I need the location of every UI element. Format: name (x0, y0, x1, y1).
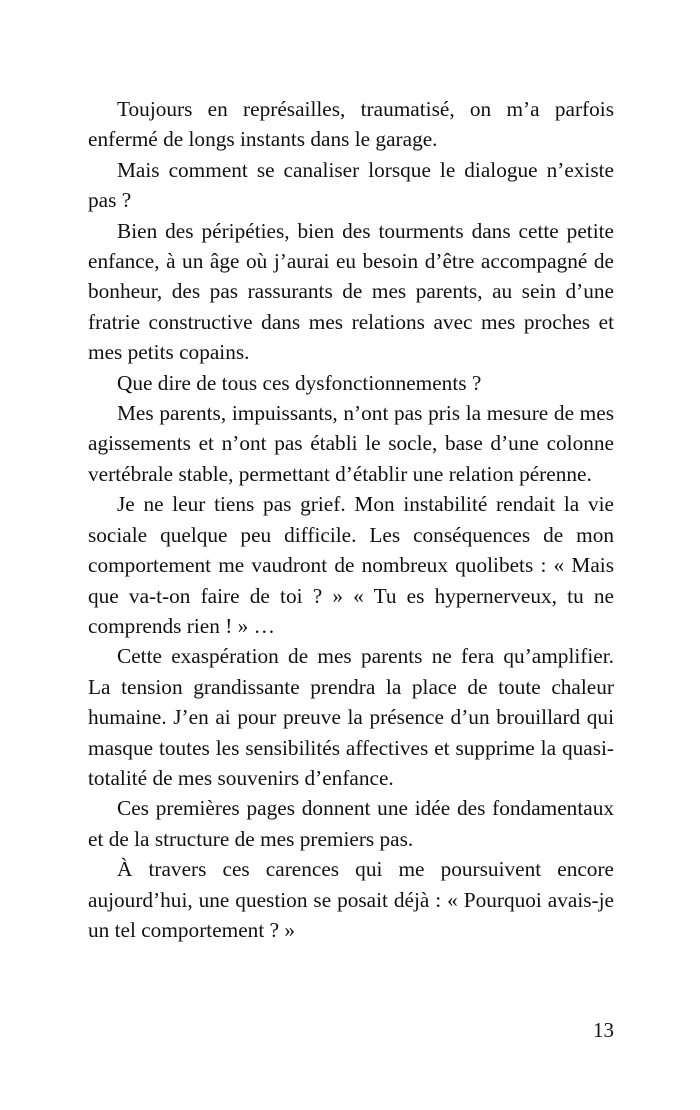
paragraph: Ces premières pages donnent une idée des fondamentaux et de la structure de mes premiers pas. (88, 796, 614, 851)
paragraph: Bien des péripéties, bien des tourments dans cette petite enfance, à un âge où j’aurai eu besoin d’être accompagné de bonheur, des pas rassurants de mes parents, au sein d’une fratrie constructive dans mes relations avec mes proches et mes petits copains. (88, 218, 614, 365)
paragraph: Cette exaspération de mes parents ne fera qu’amplifier. La tension grandissante prendra la place de toute chaleur humaine. J’en ai pour preuve la présence d’un brouillard qui masque toutes les sensibilités affectives et supprime la quasi-totalité de mes souvenirs d’enfance. (88, 644, 614, 790)
paragraph: Mais comment se canaliser lorsque le dialogue n’existe pas ? (88, 157, 614, 213)
paragraph: Toujours en représailles, traumatisé, on m’a parfois enfermé de longs instants dans le garage. (88, 97, 614, 152)
body-text (88, 94, 614, 945)
page-number: 13 (593, 1018, 614, 1042)
paragraph: Que dire de tous ces dysfonctionnements ? (117, 370, 482, 395)
paragraph: À travers ces carences qui me poursuivent encore aujourd’hui, une question se posait déjà : « Pourquoi avais-je un tel comportement ? » (88, 857, 614, 942)
paragraph: Je ne leur tiens pas grief. Mon instabilité rendait la vie sociale quelque peu difficile. Les conséquences de mon comportement me vaudront de nombreux quolibets : « Mais que va-t-on faire de toi ? » « Tu es hypernerveux, tu ne comprends rien ! » … (88, 492, 614, 638)
paragraph: Mes parents, impuissants, n’ont pas pris la mesure de mes agissements et n’ont pas établi le socle, base d’une colonne vertébrale stable, permettant d’établir une relation pérenne. (88, 401, 614, 486)
